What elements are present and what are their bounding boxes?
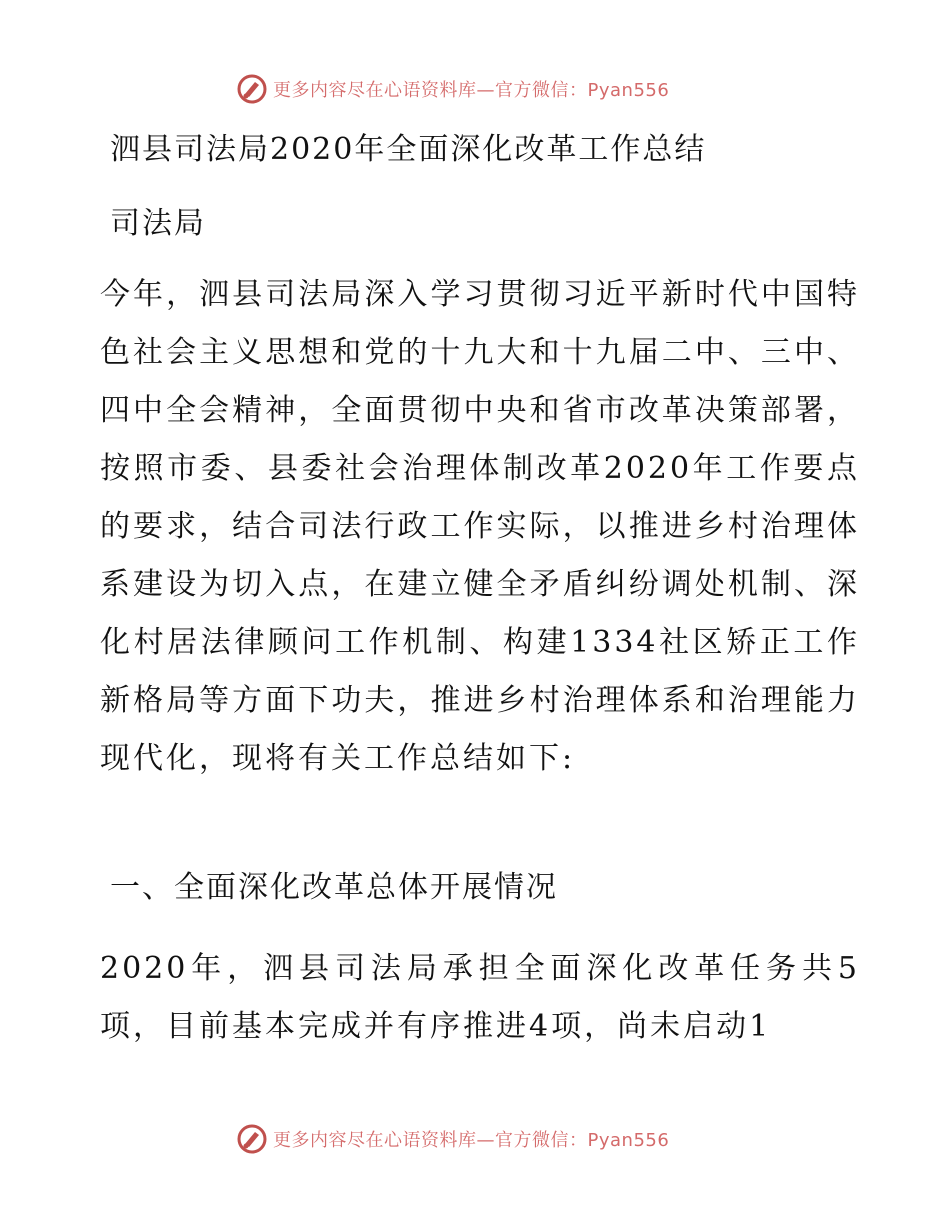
section-heading: 一、全面深化改革总体开展情况 (110, 870, 558, 905)
watermark-footer (235, 1122, 735, 1156)
watermark-text: 更多内容尽在心语资料库—官方微信：Pyan556 (273, 80, 670, 101)
body-paragraph: 2020年，泗县司法局承担全面深化改革任务共5项，目前基本完成并有序推进4项，尚未启动1 (100, 951, 860, 1044)
watermark-text: 更多内容尽在心语资料库—官方微信：Pyan556 (273, 1130, 670, 1151)
body-paragraph: 今年，泗县司法局深入学习贯彻习近平新时代中国特色社会主义思想和党的十九大和十九届二中、三中、四中全会精神，全面贯彻中央和省市改革决策部署，按照市委、县委社会治理体制改革2020年工作要点的要求，结合司法行政工作实际，以推进乡村治理体系建设为切入点，在建立健全矛盾纠纷调处机制、深化村居法律顾问工作机制、构建1334社区矫正工作新格局等方面下功夫，推进乡村治理体系和治理能力现代化，现将有关工作总结如下: (100, 277, 860, 776)
watermark-header (235, 72, 735, 106)
document-title: 泗县司法局2020年全面深化改革工作总结 (110, 132, 707, 167)
watermark-logo-icon (235, 1122, 269, 1156)
document-author: 司法局 (110, 206, 206, 241)
watermark-logo-icon (235, 72, 269, 106)
